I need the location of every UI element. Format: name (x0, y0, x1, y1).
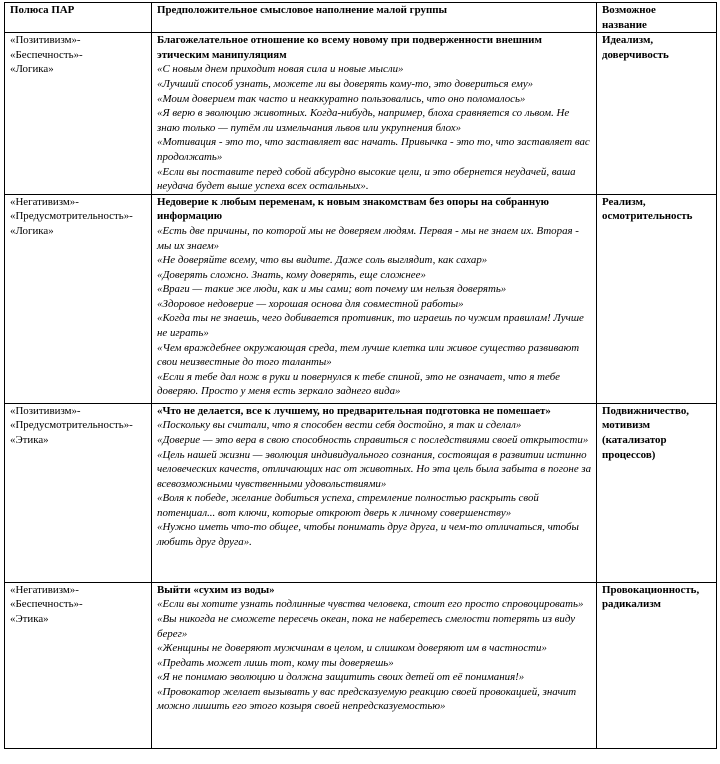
name-cell (597, 582, 717, 748)
name-line: процессов) (602, 448, 656, 461)
table-header-row (5, 3, 717, 33)
quote: «Мотивация - это то, что заставляет вас начать. Привычка - это то, что заставляет вас продолжать» (157, 136, 590, 163)
name-line: (катализатор (602, 433, 667, 446)
name-line: Провокационность, (602, 583, 700, 596)
quote: «Если вы хотите узнать подлинные чувства человека, стоит его просто спровоцировать» (157, 598, 584, 611)
quote: «Воля к победе, желание добиться успеха, стремление полностью раскрыть свой потенциал... вот ключи, которые откроют дверь к личному совершенству» (157, 492, 539, 519)
table-row (5, 403, 717, 582)
quote: «Когда ты не знаешь, чего добивается противник, то играешь по чужим правилам! Лучше не играть» (157, 312, 584, 340)
quote: «Доверять сложно. Знать, кому доверять, еще сложнее» (157, 268, 426, 281)
header-poles: Полюса ПАР (5, 3, 152, 33)
pole-line: «Позитивизм»- (10, 34, 81, 47)
header-name (597, 3, 717, 33)
quote: «С новым днем приходит новая сила и новые мысли» (157, 63, 404, 76)
name-line: Реализм, (602, 195, 646, 208)
quote: «Лучший способ узнать, можете ли вы доверять кому-то, это довериться ему» (157, 77, 534, 90)
quote: «Нужно иметь что-то общее, чтобы понимать друг друга, и чем-то отличаться, чтобы любить друг друга». (157, 521, 579, 549)
poles-cell (5, 403, 152, 582)
quote: «Цель нашей жизни — эволюция индивидуального сознания, состоящая в развитии истинно человеческих качеств, отличающих нас от животных. Но эта цель была забыта в погоне за всевозможными чувственными удовольствиями» (157, 448, 592, 490)
poles-cell (5, 194, 152, 403)
pole-line: «Беспечность»- (10, 48, 83, 61)
header-content: Предположительное смысловое наполнение малой группы (152, 3, 597, 33)
group-heading: Выйти «сухим из воды» (157, 583, 275, 596)
name-line: мотивизм (602, 419, 650, 432)
quote: «Я не понимаю эволюцию и должна защитить своих детей от её понимания!» (157, 671, 525, 684)
quote: «Если вы поставите перед собой абсурдно высокие цели, и это обернется неудачей, ваша неудача будет выше успеха всех остальных». (157, 165, 576, 193)
name-cell (597, 403, 717, 582)
pole-line: «Позитивизм»- (10, 404, 81, 417)
pole-line: «Этика» (10, 433, 49, 446)
quote: «Враги — такие же люди, как и мы сами; вот почему им нельзя доверять» (157, 283, 507, 296)
poles-cell (5, 582, 152, 748)
quote: «Если я тебе дал нож в руки и повернулся к тебе спиной, это не означает, что я тебе доверяю. Просто у меня есть зеркало заднего вида» (157, 370, 561, 398)
table-row (5, 582, 717, 748)
poles-cell (5, 33, 152, 195)
quote: «Не доверяйте всему, что вы видите. Даже соль выглядит, как сахар» (157, 254, 488, 267)
pole-line: «Предусмотрительность»- (10, 210, 133, 223)
quote: «Доверие — это вера в свою способность справиться с последствиями своей открытости» (157, 433, 589, 446)
small-groups-table (4, 2, 717, 749)
name-cell (597, 194, 717, 403)
quote: «Женщины не доверяют мужчинам в целом, и слишком доверяют им в частности» (157, 642, 547, 655)
content-cell (152, 403, 597, 582)
name-line: радикализм (602, 598, 661, 611)
quote: «Провокатор желает вызывать у вас предсказуемую реакцию своей провокацией, значит можно лишить его этого козыря своей непредсказуемостью» (157, 685, 577, 713)
group-heading: Благожелательное отношение ко всему новому при подверженности внешним этическим манипуляциям (157, 34, 542, 61)
quote: «Вы никогда не сможете пересечь океан, пока не наберетесь смелости потерять из виду берег» (157, 612, 576, 640)
pole-line: «Логика» (10, 63, 54, 76)
quote: «Чем враждебнее окружающая среда, тем лучше клетка или живое существо развивают свои неизвестные до того таланты» (157, 341, 580, 369)
header-name-line: Возможное (602, 4, 656, 16)
pole-line: «Этика» (10, 612, 49, 625)
group-heading: Недоверие к любым переменам, к новым знакомствам без опоры на собранную информацию (157, 195, 549, 223)
table-row (5, 33, 717, 195)
content-cell (152, 33, 597, 195)
quote: «Моим доверием так часто и неаккуратно пользовались, что оно поломалось» (157, 92, 526, 105)
quote: «Здоровое недоверие — хорошая основа для совместной работы» (157, 297, 464, 310)
pole-line: «Предусмотрительность»- (10, 419, 133, 432)
quote: «Есть две причины, по которой мы не доверяем людям. Первая - мы не знаем их. Вторая - мы их знаем» (157, 224, 579, 252)
pole-line: «Беспечность»- (10, 598, 83, 611)
content-cell (152, 582, 597, 748)
quote: «Предать может лишь тот, кому ты доверяешь» (157, 656, 394, 669)
pole-line: «Логика» (10, 224, 54, 237)
name-line: доверчивость (602, 48, 669, 61)
name-line: Подвижничество, (602, 404, 689, 417)
pole-line: «Негативизм»- (10, 583, 79, 596)
pole-line: «Негативизм»- (10, 195, 79, 208)
quote: «Я верю в эволюцию животных. Когда-нибудь, например, блоха сравняется со львом. Не знаю только — путём ли измельчания львов или укрупнения блох» (157, 107, 570, 134)
name-line: осмотрительность (602, 210, 693, 223)
quote: «Поскольку вы считали, что я способен вести себя достойно, я так и сделал» (157, 419, 522, 432)
group-heading: «Что не делается, все к лучшему, но предварительная подготовка не помешает» (157, 404, 551, 417)
content-cell (152, 194, 597, 403)
name-line: Идеализм, (602, 34, 654, 47)
table-row (5, 194, 717, 403)
name-cell (597, 33, 717, 195)
header-name-line: название (602, 18, 647, 31)
